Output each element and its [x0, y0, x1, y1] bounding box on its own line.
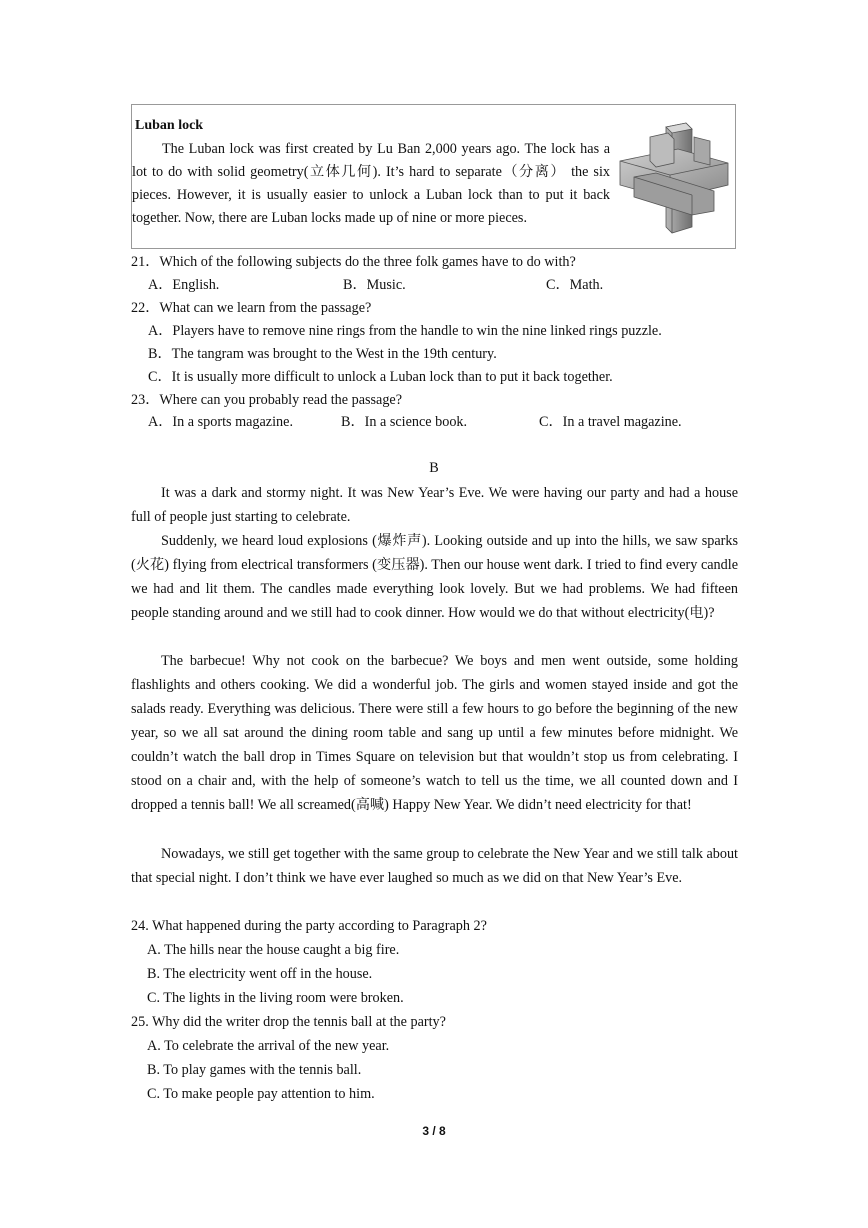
paragraph-3: [131, 649, 738, 817]
q25-option-c[interactable]: C. To make people pay attention to him.: [147, 1086, 375, 1102]
paragraph-3-text: The barbecue! Why not cook on the barbecue? We boys and men went outside, some holding flashlights and others cooking. We did a wonderful job. The girls and women stayed inside and got the salads ready. Everything was delicious. There were still a few hours to go before the beginning of the new year, so we all sat around the dining room table and sang up until a few minutes before midnight. We couldn’t watch the ball drop in Times Square on television but that wouldn’t stop us from celebrating. I stood on a chair and, with the help of someone’s watch to tell us the time, we all counted down and I dropped a tennis ball! We all screamed(高喊) Happy New Year. We didn’t need electricity for that!: [131, 653, 738, 813]
q21-options: [148, 275, 748, 295]
paragraph-1: [131, 481, 738, 529]
q23-option-c[interactable]: C．In a travel magazine.: [539, 414, 682, 430]
q24-question: 24. What happened during the party according to Paragraph 2?: [131, 918, 487, 934]
paragraph-4-text: Nowadays, we still get together with the same group to celebrate the New Year and we still talk about that special night. I don’t think we have ever laughed so much as we did on that New Year’s Eve.: [131, 846, 738, 886]
luban-text-block: [132, 138, 610, 230]
q23-option-b[interactable]: B．In a science book.: [341, 414, 468, 430]
q22-option-c[interactable]: C．It is usually more difficult to unlock a Luban lock than to put it back together.: [148, 369, 613, 385]
paragraph-2: [131, 529, 738, 625]
q24-option-a[interactable]: A. The hills near the house caught a big fire.: [147, 942, 400, 958]
q21-option-c[interactable]: C．Math.: [546, 277, 604, 293]
q21-option-b[interactable]: B．Music.: [343, 277, 406, 293]
q23-question: 23．Where can you probably read the passage?: [131, 392, 403, 408]
q22-question: 22．What can we learn from the passage?: [131, 300, 372, 316]
luban-text: The Luban lock was first created by Lu Ban 2,000 years ago. The lock has a lot to do with solid geometry(立体几何). It’s hard to separate（分离） the six pieces. However, it is usually easier to unlock a Luban lock than to put it back together. Now, there are Luban locks made up of nine or more pieces.: [132, 141, 610, 226]
paragraph-2-text: Suddenly, we heard loud explosions (爆炸声). Looking outside and up into the hills, we saw sparks (火花) flying from electrical transformers (变压器). Then our house went dark. I tried to find every candle we had and lit them. The candles made everything look lovely. But we had problems. We had fifteen people standing around and we still had to cook dinner. How would we do that without electricity(电)?: [131, 533, 738, 621]
q25-option-b[interactable]: B. To play games with the tennis ball.: [147, 1062, 362, 1078]
q25-question: 25. Why did the writer drop the tennis ball at the party?: [131, 1014, 446, 1030]
page-number: 3 / 8: [422, 1124, 446, 1138]
q23-options: [148, 412, 748, 432]
luban-lock-image: [616, 119, 732, 235]
luban-lock-box: [131, 104, 736, 249]
paragraph-1-text: It was a dark and stormy night. It was New Year’s Eve. We were having our party and had a house full of people just starting to celebrate.: [131, 485, 738, 525]
q23-option-a[interactable]: A．In a sports magazine.: [148, 414, 293, 430]
q22-option-a[interactable]: A．Players have to remove nine rings from the handle to win the nine linked rings puzzle.: [148, 323, 662, 339]
q24-option-c[interactable]: C. The lights in the living room were broken.: [147, 990, 404, 1006]
q21-question: 21．Which of the following subjects do the three folk games have to do with?: [131, 254, 576, 270]
luban-title: Luban lock: [135, 118, 204, 133]
q21-option-a[interactable]: A．English.: [148, 277, 220, 293]
q24-option-b[interactable]: B. The electricity went off in the house.: [147, 966, 373, 982]
q22-option-b[interactable]: B．The tangram was brought to the West in the 19th century.: [148, 346, 497, 362]
q25-option-a[interactable]: A. To celebrate the arrival of the new year.: [147, 1038, 390, 1054]
paragraph-4: [131, 842, 738, 890]
section-b-title: B: [429, 460, 439, 476]
